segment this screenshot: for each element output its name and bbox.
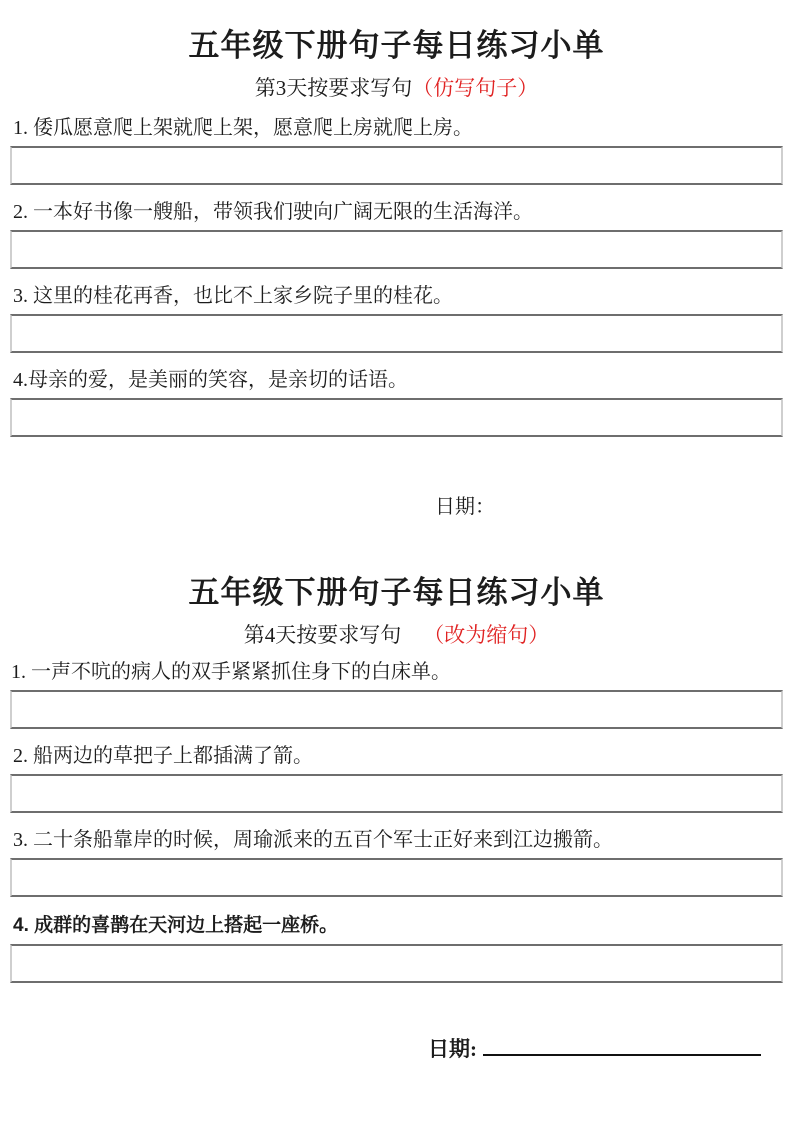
worksheet-title: 五年级下册句子每日练习小单 (188, 575, 605, 610)
question-label-1: 1. 倭瓜愿意爬上架就爬上架，愿意爬上房就爬上房。 (13, 117, 473, 139)
worksheet-title: 五年级下册句子每日练习小单 (188, 28, 605, 63)
answer-box-1[interactable] (10, 146, 783, 185)
subtitle-main: 第4天按要求写句 (243, 623, 402, 647)
date-label: 日期: (428, 1037, 477, 1061)
question-label-2: 2. 船两边的草把子上都插满了箭。 (13, 745, 313, 767)
subtitle-note: （改为缩句） (423, 623, 550, 647)
worksheet-subtitle (10, 621, 783, 649)
question-label-1: 1. 一声不吭的病人的双手紧紧抓住身下的白床单。 (11, 661, 451, 683)
worksheet-page (0, 26, 793, 1063)
answer-box-2[interactable] (10, 230, 783, 269)
question-label-4: 4. 成群的喜鹊在天河边上搭起一座桥。 (13, 915, 339, 936)
answer-box-3[interactable] (10, 858, 783, 897)
answer-box-4[interactable] (10, 398, 783, 437)
answer-box-1[interactable] (10, 690, 783, 729)
subtitle-note: （仿写句子） (412, 76, 539, 100)
answer-box-3[interactable] (10, 314, 783, 353)
question-label-3: 3. 这里的桂花再香，也比不上家乡院子里的桂花。 (13, 285, 453, 307)
worksheet-subtitle (10, 74, 783, 102)
worksheet-section-day3 (10, 26, 783, 521)
worksheet-section-day4 (10, 573, 783, 1063)
date-row (10, 1035, 783, 1063)
subtitle-main: 第3天按要求写句 (254, 76, 413, 100)
question-label-4: 4.母亲的爱，是美丽的笑容，是亲切的话语。 (13, 369, 408, 391)
date-label: 日期： (435, 496, 495, 518)
answer-box-2[interactable] (10, 774, 783, 813)
date-underline[interactable] (483, 1035, 761, 1056)
question-label-3: 3. 二十条船靠岸的时候，周瑜派来的五百个军士正好来到江边搬箭。 (13, 829, 613, 851)
answer-box-4[interactable] (10, 944, 783, 983)
question-label-2: 2. 一本好书像一艘船，带领我们驶向广阔无限的生活海洋。 (13, 201, 533, 223)
